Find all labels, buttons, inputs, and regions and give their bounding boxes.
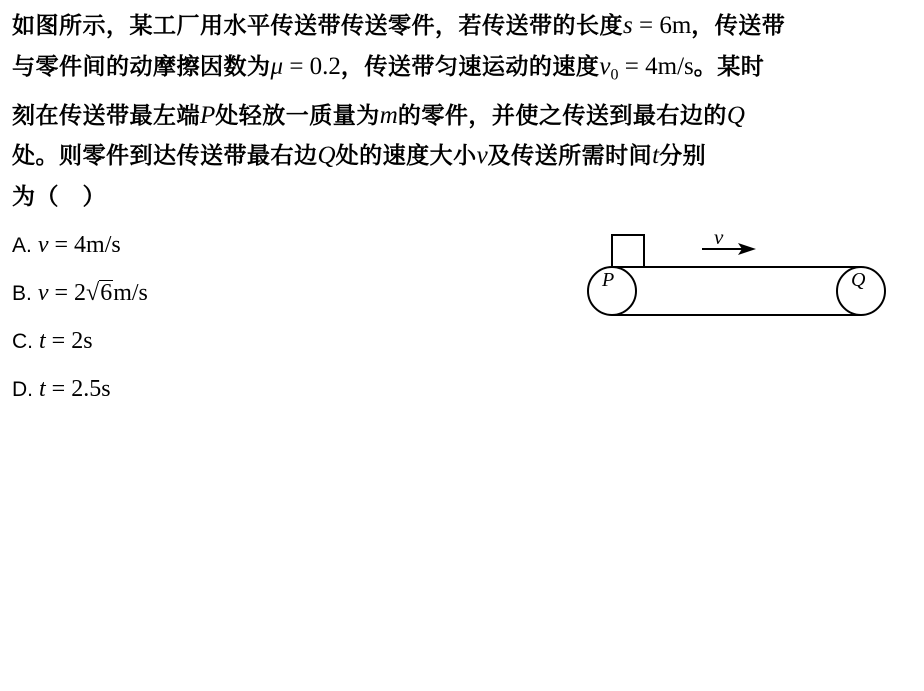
option-d-value: = 2.5s [45, 376, 111, 402]
option-b-radicand: 6 [100, 280, 113, 306]
option-b[interactable] [12, 280, 148, 307]
velocity-label: v [714, 228, 724, 249]
option-d-variable: t [39, 376, 46, 402]
sqrt-sign: √ [86, 280, 100, 306]
option-c[interactable] [12, 328, 93, 355]
option-c-variable: t [39, 328, 46, 354]
option-a[interactable] [12, 232, 121, 259]
question-stem [12, 6, 912, 217]
option-b-variable: v [37, 280, 49, 306]
question-line-3: 刻在传送带最左端P处轻放一质量为m的零件，并使之传送到最右边的Q [12, 101, 745, 129]
option-b-unit: m/s [113, 280, 148, 306]
option-a-label: A. [12, 234, 32, 257]
question-line-4: 处。则零件到达传送带最右边Q处的速度大小v及传送所需时间t分别 [12, 142, 707, 170]
pulley-q-label: Q [851, 269, 866, 291]
question-line-1: 如图所示，某工厂用水平传送带传送零件，若传送带的长度s = 6m，传送带 [12, 12, 786, 39]
option-c-label: C. [12, 330, 33, 353]
conveyor-belt-figure [586, 228, 888, 320]
option-c-value: = 2s [45, 328, 93, 354]
option-a-variable: v [37, 232, 49, 258]
pulley-p-label: P [602, 269, 615, 291]
option-b-value: = 2 [48, 280, 87, 306]
option-d-label: D. [12, 378, 33, 401]
question-line-5: 为（ ） [12, 182, 106, 210]
option-d[interactable] [12, 376, 111, 403]
option-b-label: B. [12, 282, 32, 305]
part-block [612, 235, 644, 267]
question-line-2: 与零件间的动摩擦因数为μ = 0.2，传送带匀速运动的速度$v_0 = 4m/s$。某时 [12, 52, 765, 84]
option-a-value: = 4m/s [48, 232, 121, 258]
part-block-outline [612, 235, 644, 267]
